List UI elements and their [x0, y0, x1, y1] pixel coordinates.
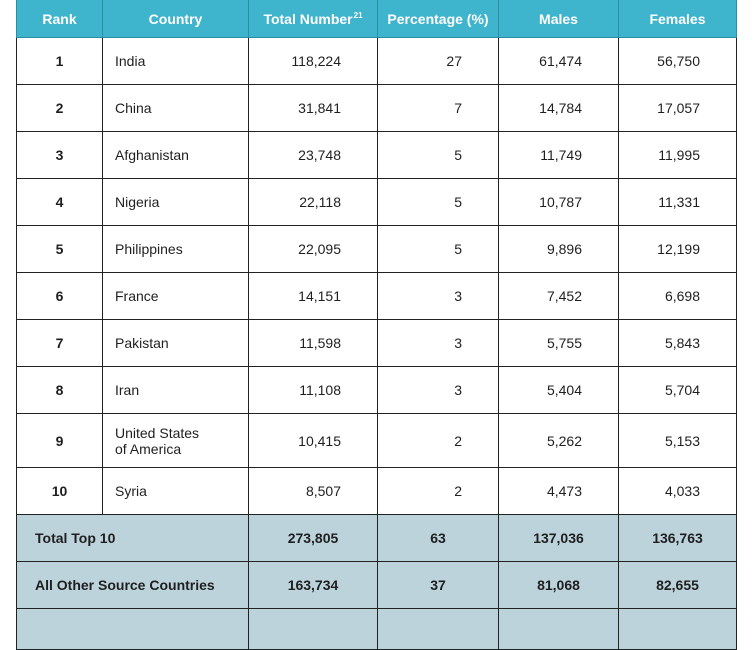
summary-percentage: 63 — [378, 515, 499, 562]
header-males: Males — [499, 0, 619, 38]
males-cell: 14,784 — [499, 85, 619, 132]
country-cell: Afghanistan — [103, 132, 249, 179]
header-total-number — [249, 0, 378, 38]
total-cell: 118,224 — [249, 38, 378, 85]
total-cell: 10,415 — [249, 414, 378, 468]
rank-cell: 10 — [17, 468, 103, 515]
percentage-cell: 3 — [378, 273, 499, 320]
table-row — [17, 414, 737, 468]
percentage-cell: 5 — [378, 179, 499, 226]
summary-row-top10 — [17, 515, 737, 562]
header-country: Country — [103, 0, 249, 38]
females-cell: 12,199 — [619, 226, 737, 273]
summary-males: 137,036 — [499, 515, 619, 562]
females-cell: 5,843 — [619, 320, 737, 367]
rank-cell: 9 — [17, 414, 103, 468]
summary-females — [619, 609, 737, 650]
table-row — [17, 38, 737, 85]
females-cell: 11,331 — [619, 179, 737, 226]
summary-total — [249, 609, 378, 650]
country-cell: France — [103, 273, 249, 320]
summary-row-total-cutoff — [17, 609, 737, 650]
summary-total: 163,734 — [249, 562, 378, 609]
males-cell: 9,896 — [499, 226, 619, 273]
country-cell: Philippines — [103, 226, 249, 273]
rank-cell: 5 — [17, 226, 103, 273]
males-cell: 7,452 — [499, 273, 619, 320]
females-cell: 5,704 — [619, 367, 737, 414]
total-cell: 23,748 — [249, 132, 378, 179]
percentage-cell: 27 — [378, 38, 499, 85]
females-cell: 4,033 — [619, 468, 737, 515]
percentage-cell: 5 — [378, 226, 499, 273]
males-cell: 10,787 — [499, 179, 619, 226]
table-row — [17, 367, 737, 414]
total-cell: 22,118 — [249, 179, 378, 226]
summary-label — [17, 609, 249, 650]
summary-label: All Other Source Countries — [17, 562, 249, 609]
females-cell: 6,698 — [619, 273, 737, 320]
females-cell: 11,995 — [619, 132, 737, 179]
total-cell: 11,598 — [249, 320, 378, 367]
males-cell: 5,262 — [499, 414, 619, 468]
country-line-2: of America — [115, 440, 182, 457]
percentage-cell: 5 — [378, 132, 499, 179]
percentage-cell: 3 — [378, 367, 499, 414]
summary-males — [499, 609, 619, 650]
country-cell: Nigeria — [103, 179, 249, 226]
females-cell: 17,057 — [619, 85, 737, 132]
header-rank: Rank — [17, 0, 103, 38]
header-row — [17, 0, 737, 38]
table-row — [17, 273, 737, 320]
country-line-1: United States — [115, 424, 200, 441]
percentage-cell: 7 — [378, 85, 499, 132]
summary-row-other — [17, 562, 737, 609]
females-cell: 5,153 — [619, 414, 737, 468]
total-cell: 31,841 — [249, 85, 378, 132]
table-row — [17, 179, 737, 226]
country-cell: China — [103, 85, 249, 132]
rank-cell: 1 — [17, 38, 103, 85]
country-cell — [103, 414, 249, 468]
country-cell: Syria — [103, 468, 249, 515]
rank-cell: 6 — [17, 273, 103, 320]
total-cell: 22,095 — [249, 226, 378, 273]
rank-cell: 7 — [17, 320, 103, 367]
total-cell: 14,151 — [249, 273, 378, 320]
country-cell: Pakistan — [103, 320, 249, 367]
summary-males: 81,068 — [499, 562, 619, 609]
percentage-cell: 2 — [378, 468, 499, 515]
females-cell: 56,750 — [619, 38, 737, 85]
summary-total: 273,805 — [249, 515, 378, 562]
country-cell: India — [103, 38, 249, 85]
total-cell: 8,507 — [249, 468, 378, 515]
rank-cell: 3 — [17, 132, 103, 179]
summary-label: Total Top 10 — [17, 515, 249, 562]
immigration-source-countries-table — [16, 0, 737, 650]
males-cell: 4,473 — [499, 468, 619, 515]
summary-percentage: 37 — [378, 562, 499, 609]
rank-cell: 8 — [17, 367, 103, 414]
summary-females: 82,655 — [619, 562, 737, 609]
percentage-cell: 3 — [378, 320, 499, 367]
rank-cell: 4 — [17, 179, 103, 226]
summary-females: 136,763 — [619, 515, 737, 562]
table-row — [17, 320, 737, 367]
table-row — [17, 85, 737, 132]
table-row — [17, 132, 737, 179]
table-row — [17, 226, 737, 273]
males-cell: 5,404 — [499, 367, 619, 414]
total-cell: 11,108 — [249, 367, 378, 414]
footnote-marker: 21 — [353, 10, 363, 20]
males-cell: 61,474 — [499, 38, 619, 85]
summary-percentage — [378, 609, 499, 650]
males-cell: 5,755 — [499, 320, 619, 367]
header-percentage: Percentage (%) — [378, 0, 499, 38]
percentage-cell: 2 — [378, 414, 499, 468]
header-females: Females — [619, 0, 737, 38]
table-row — [17, 468, 737, 515]
country-cell: Iran — [103, 367, 249, 414]
rank-cell: 2 — [17, 85, 103, 132]
males-cell: 11,749 — [499, 132, 619, 179]
header-total-label: Total Number — [263, 10, 353, 27]
